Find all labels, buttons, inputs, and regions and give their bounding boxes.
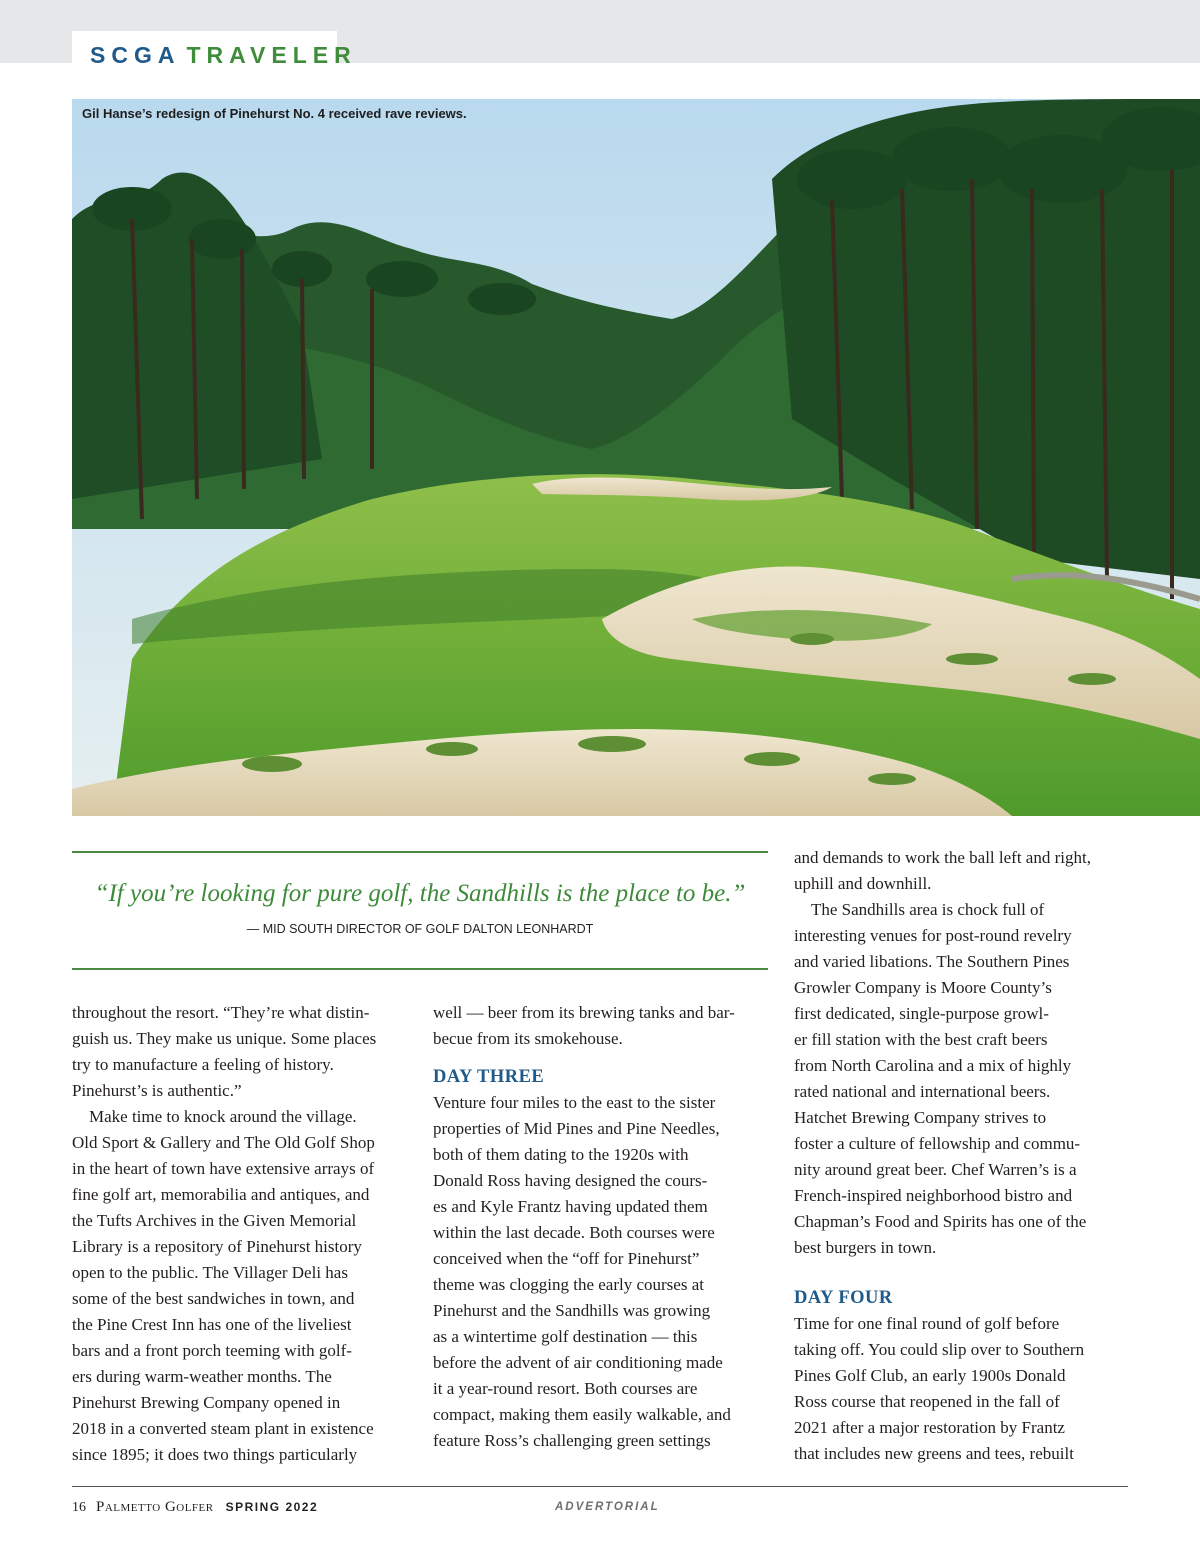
- body-line: 2021 after a major restoration by Frantz: [794, 1418, 1065, 1437]
- body-line: it a year-round resort. Both courses are: [433, 1379, 698, 1398]
- body-line: Ross course that reopened in the fall of: [794, 1392, 1060, 1411]
- body-line: first dedicated, single-purpose growl-: [794, 1004, 1049, 1023]
- section-title-scga: SCGA: [90, 42, 181, 68]
- body-line: French-inspired neighborhood bistro and: [794, 1186, 1073, 1205]
- pull-quote-attribution: — MID SOUTH DIRECTOR OF GOLF DALTON LEONHARDT: [246, 922, 594, 936]
- body-line: properties of Mid Pines and Pine Needles,: [433, 1119, 720, 1138]
- body-line: fine golf art, memorabilia and antiques, and: [72, 1185, 370, 1204]
- body-line: Chapman’s Food and Spirits has one of the: [794, 1212, 1087, 1231]
- body-line: The Sandhills area is chock full of: [794, 900, 1045, 919]
- footer-folio: [72, 1499, 318, 1516]
- photo-caption: Gil Hanse’s redesign of Pinehurst No. 4 received rave reviews.: [82, 106, 467, 121]
- heading-day-four: DAY FOUR: [794, 1288, 893, 1308]
- body-line: Venture four miles to the east to the sister: [433, 1093, 716, 1112]
- body-line: Make time to knock around the village.: [72, 1107, 357, 1126]
- body-line: as a wintertime golf destination — this: [433, 1327, 698, 1346]
- body-line: guish us. They make us unique. Some places: [72, 1029, 377, 1048]
- body-line: and demands to work the ball left and right,: [794, 848, 1091, 867]
- column-2: [433, 1000, 735, 1454]
- body-line: Donald Ross having designed the cours-: [433, 1171, 708, 1190]
- golf-course-illustration: [72, 99, 1200, 816]
- advertorial-label: ADVERTORIAL: [555, 1501, 660, 1513]
- pull-quote: “If you’re looking for pure golf, the Sandhills is the place to be.”: [94, 880, 746, 907]
- body-line: try to manufacture a feeling of history.: [72, 1055, 334, 1074]
- body-line: Pines Golf Club, an early 1900s Donald: [794, 1366, 1066, 1385]
- body-line: es and Kyle Frantz having updated them: [433, 1197, 708, 1216]
- footer-rule: [72, 1486, 1128, 1487]
- body-line: bars and a front porch teeming with golf-: [72, 1341, 352, 1360]
- body-line: well — beer from its brewing tanks and bar-: [433, 1003, 735, 1022]
- body-line: becue from its smokehouse.: [433, 1029, 623, 1048]
- body-line: ers during warm-weather months. The: [72, 1367, 332, 1386]
- body-line: since 1895; it does two things particularly: [72, 1445, 358, 1464]
- body-line: and varied libations. The Southern Pines: [794, 952, 1070, 971]
- body-line: Pinehurst’s is authentic.”: [72, 1081, 242, 1100]
- pull-quote-top-rule: [72, 851, 768, 853]
- issue-label: SPRING 2022: [225, 1500, 319, 1514]
- body-line: taking off. You could slip over to Southern: [794, 1340, 1085, 1359]
- column-3: [794, 845, 1091, 1467]
- body-line: Library is a repository of Pinehurst history: [72, 1237, 362, 1256]
- golf-course-photo: [72, 99, 1200, 816]
- magazine-name: Palmetto Golfer: [96, 1499, 214, 1515]
- body-line: conceived when the “off for Pinehurst”: [433, 1249, 700, 1268]
- body-line: feature Ross’s challenging green settings: [433, 1431, 711, 1450]
- body-line: open to the public. The Villager Deli has: [72, 1263, 348, 1282]
- body-line: throughout the resort. “They’re what distin-: [72, 1003, 370, 1022]
- body-line: nity around great beer. Chef Warren’s is a: [794, 1160, 1077, 1179]
- body-line: interesting venues for post-round revelry: [794, 926, 1072, 945]
- section-title-traveler: TRAVELER: [186, 42, 357, 68]
- body-line: er fill station with the best craft beers: [794, 1030, 1048, 1049]
- body-line: best burgers in town.: [794, 1238, 937, 1257]
- body-line: before the advent of air conditioning made: [433, 1353, 723, 1372]
- body-line: Old Sport & Gallery and The Old Golf Shop: [72, 1133, 375, 1152]
- body-line: in the heart of town have extensive arrays of: [72, 1159, 375, 1178]
- pull-quote-bottom-rule: [72, 968, 768, 970]
- body-line: foster a culture of fellowship and commu-: [794, 1134, 1081, 1153]
- body-line: both of them dating to the 1920s with: [433, 1145, 689, 1164]
- body-line: Pinehurst and the Sandhills was growing: [433, 1301, 711, 1320]
- body-line: 2018 in a converted steam plant in existence: [72, 1419, 374, 1438]
- body-line: some of the best sandwiches in town, and: [72, 1289, 355, 1308]
- body-line: that includes new greens and tees, rebuilt: [794, 1444, 1074, 1463]
- body-line: from North Carolina and a mix of highly: [794, 1056, 1072, 1075]
- body-line: rated national and international beers.: [794, 1082, 1051, 1101]
- body-line: the Tufts Archives in the Given Memorial: [72, 1211, 357, 1230]
- body-line: theme was clogging the early courses at: [433, 1275, 704, 1294]
- body-line: compact, making them easily walkable, and: [433, 1405, 731, 1424]
- body-line: Growler Company is Moore County’s: [794, 978, 1052, 997]
- section-title: [90, 42, 357, 69]
- page-number: 16: [72, 1500, 86, 1515]
- body-line: within the last decade. Both courses were: [433, 1223, 715, 1242]
- body-line: Time for one final round of golf before: [794, 1314, 1060, 1333]
- body-line: uphill and downhill.: [794, 874, 932, 893]
- heading-day-three: DAY THREE: [433, 1067, 545, 1087]
- body-line: Pinehurst Brewing Company opened in: [72, 1393, 341, 1412]
- body-line: the Pine Crest Inn has one of the liveliest: [72, 1315, 352, 1334]
- column-1: [72, 1000, 376, 1468]
- body-line: Hatchet Brewing Company strives to: [794, 1108, 1047, 1127]
